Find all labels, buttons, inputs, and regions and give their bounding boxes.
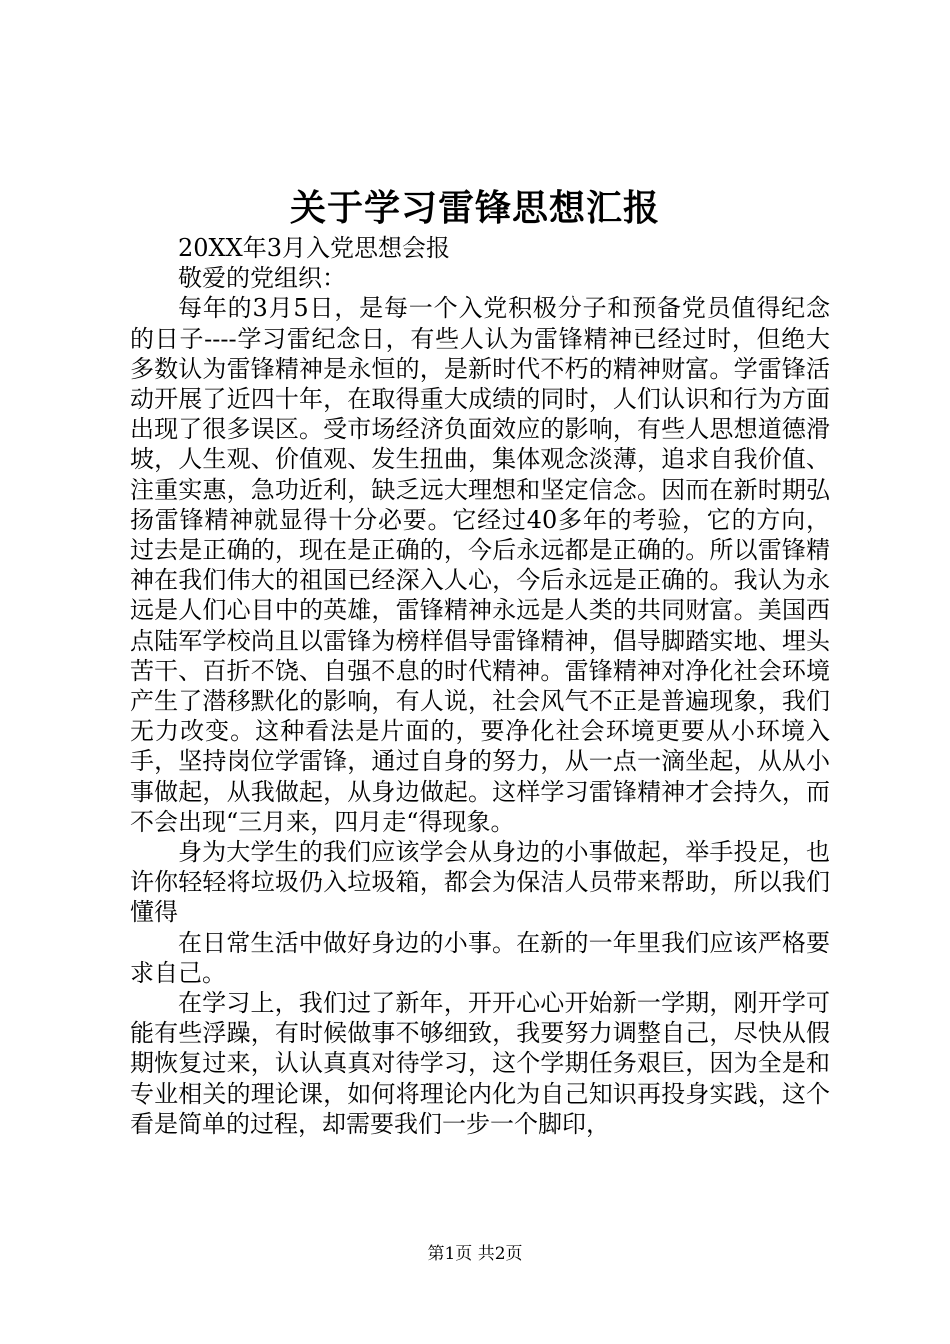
paragraph-salutation: 敬爱的党组织： — [178, 264, 346, 293]
page-number: 第1页 共2页 — [427, 1244, 523, 1264]
document-body — [130, 233, 830, 1139]
paragraph-daily-life: 在日常生活中做好身边的小事。在新的一年里我们应该严格要求自己。 — [130, 928, 830, 987]
paragraph-main: 每年的3月5日，是每一个入党积极分子和预备党员值得纪念的日子----学习雷纪念日，有些人认为雷锋精神已经过时，但绝大多数认为雷锋精神是永恒的，是新时代不朽的精神财富。学雷锋活动开展了近四十年，在取得重大成绩的同时，人们认识和行为方面出现了很多误区。受市场经济负面效应的影响，有些人思想道德滑坡，人生观、价值观、发生扭曲，集体观念淡薄，追求自我价值、注重实惠，急功近利，缺乏远大理想和坚定信念。因而在新时期弘扬雷锋精神就显得十分必要。它经过40多年的考验，它的方向，过去是正确的，现在是正确的，今后永远都是正确的。所以雷锋精神在我们伟大的祖国已经深入人心，今后永远是正确的。我认为永远是人们心目中的英雄，雷锋精神永远是人类的共同财富。美国西点陆军学校尚且以雷锋为榜样倡导雷锋精神，倡导脚踏实地、埋头苦干、百折不饶、自强不息的时代精神。雷锋精神对净化社会环境产生了潜移默化的影响，有人说，社会风气不正是普遍现象，我们无力改变。这种看法是片面的，要净化社会环境更要从小环境入手，坚持岗位学雷锋，通过自身的努力，从一点一滴坐起，从从小事做起，从我做起，从身边做起。这样学习雷锋精神才会持久，而不会出现“三月来，四月走“得现象。 — [130, 294, 830, 836]
paragraph-student: 身为大学生的我们应该学会从身边的小事做起，举手投足，也许你轻轻将垃圾仍入垃圾箱，都会为保洁人员带来帮助，所以我们懂得 — [130, 838, 830, 927]
paragraph-heading-date: 20XX年3月入党思想会报 — [178, 234, 450, 262]
document-title: 关于学习雷锋思想汇报 — [289, 187, 660, 229]
paragraph-study: 在学习上，我们过了新年，开开心心开始新一学期，刚开学可能有些浮躁，有时候做事不够细致，我要努力调整自己，尽快从假期恢复过来，认认真真对待学习，这个学期任务艰巨，因为全是和专业相关的理论课，如何将理论内化为自己知识再投身实践，这个看是简单的过程，却需要我们一步一个脚印， — [130, 989, 830, 1138]
